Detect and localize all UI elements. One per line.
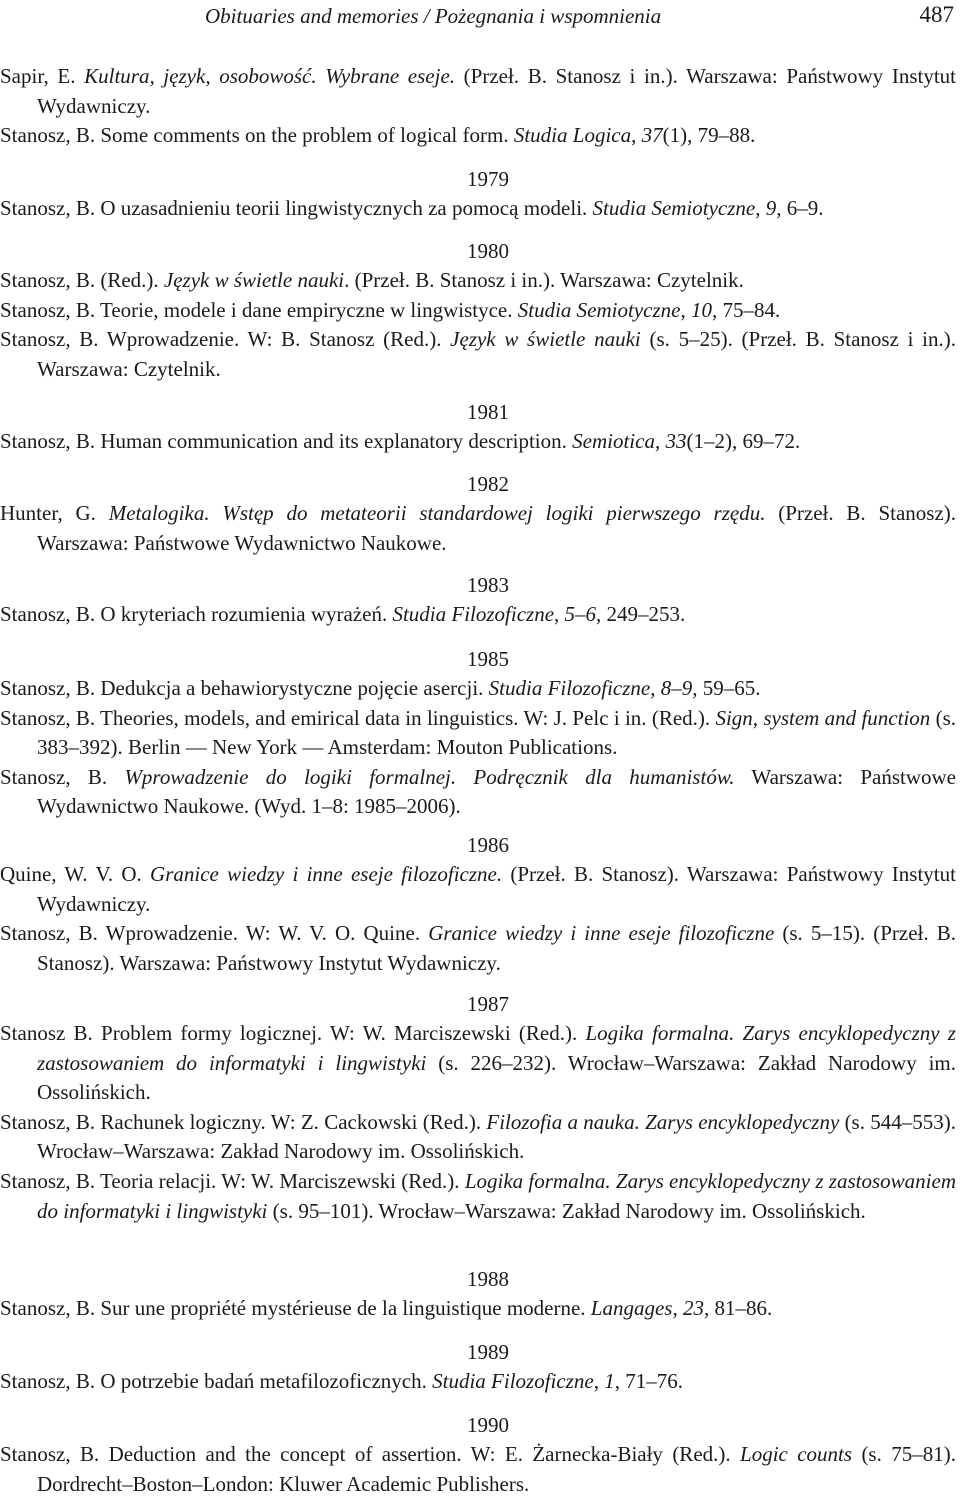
italic-title: Langages: [590, 1296, 673, 1320]
italic-title: Studia Semiotyczne: [517, 297, 681, 322]
entry-text: (1–2), 69–72.: [686, 429, 801, 453]
year-heading: 1986: [467, 833, 509, 857]
entry-text: ,: [631, 123, 642, 148]
bibliography-entry: [0, 1167, 956, 1226]
entry-text: Quine, W. V. O.: [0, 862, 151, 886]
bibliography-section: [0, 1414, 956, 1499]
entry-text: (s. 5–25). (Przeł. B. Stanosz i in.). Warszawa: Czytelnik.: [37, 327, 957, 381]
year-heading: 1981: [467, 400, 509, 424]
bibliography-entry: [0, 194, 956, 224]
entry-text: , 81–86.: [703, 1296, 773, 1320]
year-heading: 1987: [467, 992, 509, 1016]
entry-text: ,: [680, 297, 691, 322]
italic-title: Studia Semiotyczne: [592, 196, 756, 220]
bibliography-entry: [0, 266, 956, 296]
italic-title: Logika formalna. Zarys encyklopedyczny z zastosowaniem do informatyki i lingwistyki: [37, 1168, 956, 1223]
entry-text: Stanosz, B. Theories, models, and emirical data in linguistics. W: J. Pelc i in. (Red.).: [0, 705, 716, 730]
bibliography-section: [0, 834, 956, 978]
entry-text: (s. 75–81). Dordrecht–Boston–London: Kluwer Academic Publishers.: [37, 1442, 956, 1496]
entry-text: . (Przeł. B. Stanosz i in.). Warszawa: Czytelnik.: [344, 268, 744, 292]
bibliography-entry: [0, 763, 956, 822]
entry-text: Warszawa: Państwowe Wydawnictwo Naukowe. (Wyd. 1–8: 1985–2006).: [37, 764, 956, 819]
running-head: Obituaries and memories / Pożegnania i wspomnienia: [205, 4, 662, 28]
italic-title: Logika formalna. Zarys encyklopedyczny z zastosowaniem do informatyki i lingwistyki: [37, 1021, 956, 1075]
year-heading: 1982: [467, 472, 509, 496]
bibliography-section: [0, 401, 956, 457]
year-heading: 1988: [467, 1267, 509, 1291]
entry-text: Stanosz, B. Wprowadzenie. W: W. V. O. Quine.: [0, 921, 429, 946]
entry-text: Stanosz, B. Wprowadzenie. W: B. Stanosz (Red.).: [0, 327, 451, 352]
entry-text: Stanosz, B. Teorie, modele i dane empiryczne w lingwistyce.: [0, 297, 518, 322]
entry-text: Stanosz, B.: [0, 764, 125, 789]
bibliography-entry: [0, 296, 956, 326]
italic-title: Filozofia a nauka. Zarys encyklopedyczny: [486, 1109, 840, 1134]
bibliography-section: [0, 1268, 956, 1324]
bibliography-entry: [0, 704, 956, 763]
bibliography-entry: [0, 1019, 956, 1108]
bibliography-entry: [0, 62, 956, 121]
bibliography-entry: [0, 860, 956, 919]
entry-text: (s. 383–392). Berlin — New York — Amsterdam: Mouton Publications.: [37, 705, 957, 760]
entry-text: ,: [650, 676, 661, 700]
italic-title: Kultura, język, osobowość. Wybrane eseje.: [84, 64, 456, 88]
bibliography-entry: [0, 600, 956, 630]
year-heading: 1980: [467, 239, 509, 263]
entry-text: , 6–9.: [776, 196, 824, 220]
bibliography-entry: [0, 1367, 956, 1397]
italic-title: Wprowadzenie do logiki formalnej. Podręcznik dla humanistów.: [124, 764, 735, 789]
bibliography-section: [0, 1341, 956, 1397]
bibliography-section: [0, 240, 956, 384]
entry-text: (s. 95–101). Wrocław–Warszawa: Zakład Narodowy im. Ossolińskich.: [267, 1198, 866, 1223]
italic-title: Logic counts: [740, 1442, 853, 1466]
entry-text: Stanosz B. Problem formy logicznej. W: W. Marciszewski (Red.).: [0, 1021, 586, 1045]
italic-title: 9: [765, 196, 777, 220]
entry-text: , 249–253.: [596, 602, 686, 626]
entry-text: (Przeł. B. Stanosz). Warszawa: Państwowe Wydawnictwo Naukowe.: [37, 501, 957, 555]
italic-title: Studia Filozoficzne: [488, 676, 651, 700]
entry-text: Stanosz, B. Some comments on the problem of logical form.: [0, 123, 514, 148]
entry-text: , 59–65.: [692, 676, 761, 700]
entry-text: , 75–84.: [711, 297, 781, 322]
bibliography-entry: [0, 325, 956, 384]
bibliography-entry: [0, 427, 956, 457]
bibliography-entry: [0, 1108, 956, 1167]
italic-title: 10: [690, 297, 712, 322]
year-heading: 1989: [467, 1340, 509, 1364]
bibliography-section: [0, 62, 956, 151]
bibliography-entry: [0, 1294, 956, 1324]
bibliography-entry: [0, 674, 956, 704]
bibliography-section: [0, 473, 956, 558]
italic-title: Język w świetle nauki: [163, 268, 345, 292]
italic-title: Studia Logica: [513, 123, 632, 148]
page-header: [0, 0, 960, 34]
entry-text: Stanosz, B. O uzasadnieniu teorii lingwistycznych za pomocą modeli.: [0, 196, 593, 220]
bibliography-section: [0, 168, 956, 224]
italic-title: Granice wiedzy i inne eseje filozoficzne.: [150, 862, 503, 886]
entry-text: Stanosz, B. Teoria relacji. W: W. Marciszewski (Red.).: [0, 1168, 465, 1193]
entry-text: ,: [755, 196, 766, 220]
entry-text: Stanosz, B. O kryteriach rozumienia wyrażeń.: [0, 602, 393, 626]
italic-title: Metalogika. Wstęp do metateorii standardowej logiki pierwszego rzędu.: [108, 501, 766, 525]
bibliography-entry: [0, 121, 956, 151]
italic-title: 37: [641, 123, 663, 148]
italic-title: Studia Filozoficzne: [432, 1369, 594, 1393]
entry-text: ,: [554, 602, 565, 626]
bibliography-entry: [0, 499, 956, 558]
entry-text: (s. 226–232). Wrocław–Warszawa: Zakład Narodowy im. Ossolińskich.: [37, 1050, 956, 1105]
entry-text: (Przeł. B. Stanosz). Warszawa: Państwowy Instytut Wydawniczy.: [37, 862, 956, 916]
year-heading: 1990: [467, 1413, 509, 1437]
italic-title: Semiotica: [572, 429, 655, 453]
entry-text: Stanosz, B. (Red.).: [0, 268, 164, 292]
entry-text: Stanosz, B. Human communication and its explanatory description.: [0, 429, 573, 453]
year-heading: 1979: [467, 167, 509, 191]
entry-text: (1), 79–88.: [662, 123, 756, 148]
entry-text: Hunter, G.: [0, 501, 109, 525]
entry-text: (s. 5–15). (Przeł. B. Stanosz). Warszawa: Państwowy Instytut Wydawniczy.: [37, 921, 956, 975]
italic-title: Studia Filozoficzne: [392, 602, 555, 626]
entry-text: Stanosz, B. Dedukcja a behawiorystyczne pojęcie asercji.: [0, 676, 489, 700]
entry-text: (Przeł. B. Stanosz i in.). Warszawa: Państwowy Instytut Wydawniczy.: [37, 64, 956, 118]
entry-text: (s. 544–553). Wrocław–Warszawa: Zakład Narodowy im. Ossolińskich.: [37, 1109, 956, 1164]
bibliography-section: [0, 993, 956, 1226]
italic-title: Język w świetle nauki: [450, 327, 641, 352]
italic-title: Sign, system and function: [715, 705, 931, 730]
bibliography-entry: [0, 1440, 956, 1499]
bibliography-section: [0, 648, 956, 822]
page-number: 487: [919, 2, 954, 27]
entry-text: ,: [672, 1296, 683, 1320]
bibliography-entry: [0, 919, 956, 978]
italic-title: 5–6: [564, 602, 597, 626]
entry-text: Stanosz, B. Rachunek logiczny. W: Z. Cackowski (Red.).: [0, 1109, 487, 1134]
italic-title: 33: [665, 429, 687, 453]
bibliography-section: [0, 574, 956, 630]
year-heading: 1985: [467, 647, 509, 671]
entry-text: Stanosz, B. Deduction and the concept of assertion. W: E. Żarnecka-Biały (Red.).: [0, 1442, 741, 1466]
entry-text: Sapir, E.: [0, 64, 85, 88]
entry-text: ,: [654, 429, 666, 453]
italic-title: 1: [604, 1369, 615, 1393]
entry-text: Stanosz, B. O potrzebie badań metafilozoficznych.: [0, 1369, 433, 1393]
italic-title: 23: [682, 1296, 704, 1320]
italic-title: Granice wiedzy i inne eseje filozoficzne: [428, 921, 775, 946]
year-heading: 1983: [467, 573, 509, 597]
entry-text: Stanosz, B. Sur une propriété mystérieuse de la linguistique moderne.: [0, 1296, 591, 1320]
italic-title: 8–9: [660, 676, 693, 700]
entry-text: ,: [593, 1369, 605, 1393]
entry-text: , 71–76.: [614, 1369, 683, 1393]
